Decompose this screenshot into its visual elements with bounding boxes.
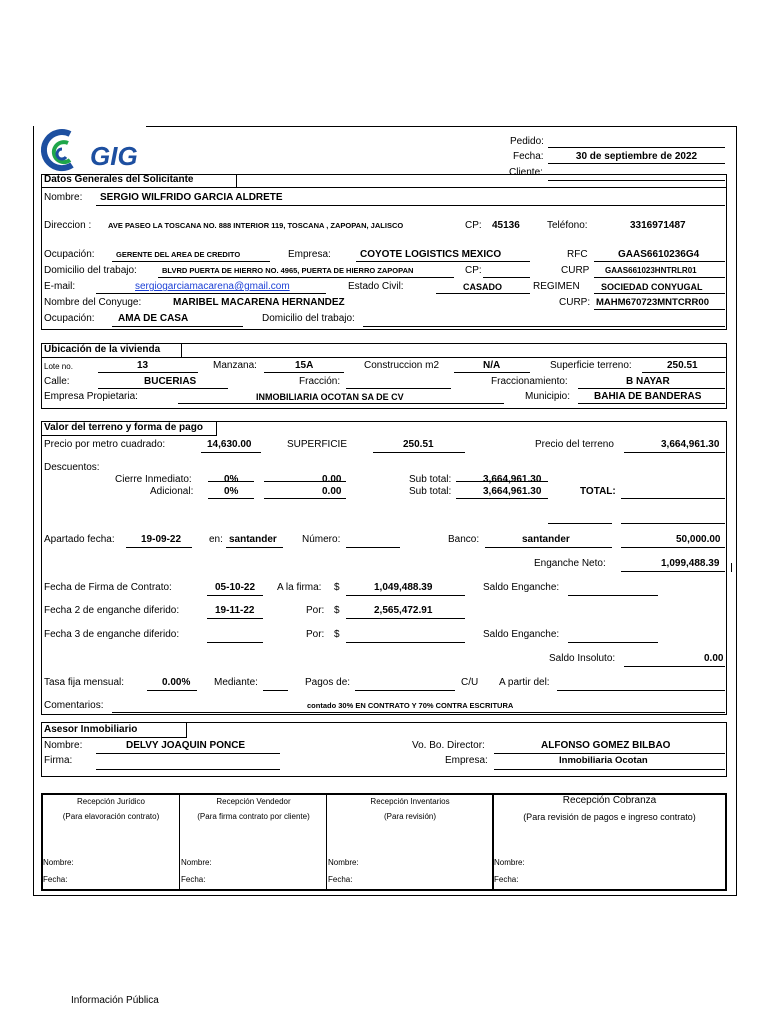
fracc-label: Fraccionamiento: xyxy=(491,376,568,387)
firma-contrato-line xyxy=(207,595,263,596)
cu-label: C/U xyxy=(461,677,479,688)
domicilio-label: Domicilio del trabajo: xyxy=(44,265,137,276)
apartado-label: Apartado fecha: xyxy=(44,534,115,545)
margin-mark xyxy=(731,563,732,572)
apartir-line xyxy=(557,690,725,691)
construccion-label: Construccion m2 xyxy=(364,360,440,371)
rule xyxy=(41,187,727,188)
fecha2-label: Fecha 2 de enganche diferido: xyxy=(44,605,180,616)
curp-value: GAAS661023HNTRLR01 xyxy=(605,266,697,275)
superficie-pago-label: SUPERFICIE xyxy=(287,439,348,450)
por2-line xyxy=(346,618,465,619)
empresa-line xyxy=(356,261,530,262)
apartado-value: 19-09-22 xyxy=(141,534,182,545)
domicilio-line xyxy=(158,277,454,278)
municipio-label: Municipio: xyxy=(525,391,571,402)
rfc-value: GAAS6610236G4 xyxy=(618,249,700,260)
recepcion-vendedor-sub: (Para firma contrato por cliente) xyxy=(197,812,310,821)
fecha3-line xyxy=(207,642,263,643)
domicilio-value: BLVRD PUERTA DE HIERRO NO. 4965, PUERTA DE HIERRO ZAPOPAN xyxy=(162,266,414,275)
ocupacion-value: GERENTE DEL AREA DE CREDITO xyxy=(116,250,241,259)
total-label: TOTAL: xyxy=(580,486,616,497)
regimen-line xyxy=(594,293,725,294)
asesor-empresa-label: Empresa: xyxy=(445,755,488,766)
superficie-value: 250.51 xyxy=(667,360,698,371)
adicional-val-line xyxy=(264,498,346,499)
subtotal2-value: 3,664,961.30 xyxy=(483,486,542,497)
asesor-nombre-line xyxy=(96,753,280,754)
tasa-line xyxy=(147,690,197,691)
telefono-value: 3316971487 xyxy=(630,220,686,231)
empresa-label: Empresa: xyxy=(288,249,331,260)
rule xyxy=(186,722,187,737)
subtotal1-value: 3,664,961.30 xyxy=(483,474,542,485)
recepcion-juridico-fecha: Fecha: xyxy=(43,875,68,884)
cp2-line xyxy=(483,277,530,278)
recepcion-vendedor-nombre: Nombre: xyxy=(181,858,212,867)
pago-section xyxy=(41,421,727,715)
manzana-value: 15A xyxy=(295,360,314,371)
superficie-label: Superficie terreno: xyxy=(550,360,632,371)
por2-dollar: $ xyxy=(334,605,340,616)
lote-label: Lote no. xyxy=(44,362,73,371)
numero-line xyxy=(346,547,400,548)
frame-tick xyxy=(33,126,34,136)
numero-label: Número: xyxy=(302,534,341,545)
precio-terreno-line xyxy=(624,452,725,453)
fecha3-label: Fecha 3 de enganche diferido: xyxy=(44,629,180,640)
enganche-neto-label: Enganche Neto: xyxy=(534,558,606,569)
telefono-label: Teléfono: xyxy=(547,220,588,231)
manzana-label: Manzana: xyxy=(213,360,257,371)
asesor-nombre-value: DELVY JOAQUIN PONCE xyxy=(126,740,246,751)
recepcion-juridico-nombre: Nombre: xyxy=(43,858,74,867)
adicional-val: 0.00 xyxy=(322,486,342,497)
banco-label: Banco: xyxy=(448,534,480,545)
asesor-nombre-label: Nombre: xyxy=(44,740,83,751)
fracc-line xyxy=(578,388,725,389)
rule xyxy=(41,357,727,358)
manzana-line xyxy=(264,372,344,373)
adicional-pct: 0% xyxy=(224,486,239,497)
calle-line xyxy=(98,388,228,389)
ocupacion-label: Ocupación: xyxy=(44,249,95,260)
ocupacion2-value: AMA DE CASA xyxy=(118,313,189,324)
recepcion-juridico-title: Recepción Jurídico xyxy=(76,797,146,806)
nombre-label: Nombre: xyxy=(44,192,83,203)
direccion-label: Direccion : xyxy=(44,220,92,231)
adicional-label: Adicional: xyxy=(150,486,194,497)
recepcion-inventarios xyxy=(328,795,492,891)
rfc-label: RFC xyxy=(567,249,588,260)
recepcion-vendedor-title: Recepción Vendedor xyxy=(216,797,291,806)
en-value: santander xyxy=(229,534,277,545)
enganche-neto-value: 1,099,488.39 xyxy=(661,558,720,569)
construccion-value: N/A xyxy=(483,360,501,371)
vobo-line xyxy=(494,753,725,754)
saldo-enganche3-line xyxy=(568,642,658,643)
apartir-label: A partir del: xyxy=(499,677,550,688)
email-label: E-mail: xyxy=(44,281,76,292)
strike xyxy=(264,481,346,482)
mediante-line xyxy=(263,690,288,691)
descuentos-label: Descuentos: xyxy=(44,462,100,473)
cierre-label: Cierre Inmediato: xyxy=(115,474,192,485)
superficie-pago-value: 250.51 xyxy=(403,439,434,450)
curp2-value: MAHM670723MNTCRR00 xyxy=(596,297,709,308)
subtotal2-label: Sub total: xyxy=(409,486,452,497)
a-firma-label: A la firma: xyxy=(277,582,322,593)
fecha-value: 30 de septiembre de 2022 xyxy=(575,151,698,162)
mediante-label: Mediante: xyxy=(214,677,258,688)
construccion-line xyxy=(454,372,530,373)
rule xyxy=(41,435,217,436)
ocupacion-line xyxy=(112,261,270,262)
cp-label: CP: xyxy=(465,220,482,231)
vobo-value: ALFONSO GOMEZ BILBAO xyxy=(541,740,671,751)
pedido-label: Pedido: xyxy=(510,136,544,147)
strike xyxy=(456,481,548,482)
vobo-label: Vo. Bo. Director: xyxy=(412,740,485,751)
saldo-insoluto-value: 0.00 xyxy=(704,653,724,664)
saldo-enganche-line xyxy=(568,595,658,596)
municipio-line xyxy=(578,403,725,404)
email-line xyxy=(96,293,326,294)
fraccion-line xyxy=(346,388,451,389)
vivienda-title: Ubicación de la vivienda xyxy=(44,344,161,355)
asesor-title: Asesor Inmobiliario xyxy=(44,724,138,735)
asesor-firma-label: Firma: xyxy=(44,755,73,766)
calle-value: BUCERIAS xyxy=(144,376,197,387)
saldo-enganche-label: Saldo Enganche: xyxy=(483,582,560,593)
fecha2-value: 19-11-22 xyxy=(215,605,255,616)
logo-text: GIG xyxy=(90,141,138,171)
banco-line xyxy=(485,547,612,548)
comentarios-line xyxy=(112,712,725,713)
firma-contrato-value: 05-10-22 xyxy=(215,582,256,593)
lote-value: 13 xyxy=(137,360,149,371)
conyuge-value: MARIBEL MACARENA HERNANDEZ xyxy=(173,297,345,308)
superficie-line xyxy=(642,372,725,373)
en-line xyxy=(226,547,283,548)
pago-title: Valor del terreno y forma de pago xyxy=(44,422,203,433)
recepcion-juridico-sub: (Para elavoración contrato) xyxy=(62,812,160,821)
email-link[interactable]: sergiogarciamacarena@gmail.com xyxy=(135,281,290,292)
recepcion-inventarios-fecha: Fecha: xyxy=(328,875,353,884)
footer-label: Información Pública xyxy=(71,995,159,1006)
asesor-empresa-value: Inmobiliaria Ocotan xyxy=(559,755,648,766)
en-label: en: xyxy=(209,534,223,545)
recepcion-cobranza-title: Recepción Cobranza xyxy=(562,795,657,806)
subtotal1-label: Sub total: xyxy=(409,474,452,485)
cierre-pct: 0% xyxy=(224,474,239,485)
rule xyxy=(216,421,217,435)
curp2-label: CURP: xyxy=(559,297,591,308)
total-line-3 xyxy=(621,523,725,524)
recepcion-juridico xyxy=(43,795,179,891)
superficie-pago-line xyxy=(373,452,465,453)
ocupacion2-label: Ocupación: xyxy=(44,313,95,324)
recepcion-inventarios-sub: (Para revisión) xyxy=(383,812,436,821)
direccion-value: AVE PASEO LA TOSCANA NO. 888 INTERIOR 119, TOSCANA , ZAPOPAN, JALISCO xyxy=(108,221,404,230)
cp-value: 45136 xyxy=(492,220,520,231)
domicilio2-label: Domicilio del trabajo: xyxy=(262,313,355,324)
comentarios-label: Comentarios: xyxy=(44,700,104,711)
banco-monto-line xyxy=(621,547,725,548)
pagos-label: Pagos de: xyxy=(305,677,351,688)
curp-label: CURP xyxy=(561,265,590,276)
conyuge-label: Nombre del Conyuge: xyxy=(44,297,142,308)
por3-dollar: $ xyxy=(334,629,340,640)
fecha-label: Fecha: xyxy=(513,151,544,162)
estado-value: CASADO xyxy=(463,282,503,292)
banco-value: santander xyxy=(522,534,570,545)
tasa-label: Tasa fija mensual: xyxy=(44,677,125,688)
rule xyxy=(41,737,187,738)
total-line-2 xyxy=(548,523,612,524)
fecha2-line xyxy=(207,618,263,619)
precio-terreno-value: 3,664,961.30 xyxy=(661,439,720,450)
a-firma-dollar: $ xyxy=(334,582,340,593)
fracc-value: B NAYAR xyxy=(626,376,670,387)
pedido-line xyxy=(548,147,725,148)
empresa-value: COYOTE LOGISTICS MEXICO xyxy=(360,249,502,260)
cierre-val: 0.00 xyxy=(322,474,342,485)
por2-label: Por: xyxy=(306,605,325,616)
recepcion-vendedor xyxy=(181,795,326,891)
fraccion-label: Fracción: xyxy=(299,376,341,387)
saldo-insoluto-line xyxy=(624,666,725,667)
recepcion-cobranza xyxy=(494,795,725,891)
precio-terreno-label: Precio del terreno xyxy=(535,439,614,450)
por3-label: Por: xyxy=(306,629,325,640)
precio-m2-label: Precio por metro cuadrado: xyxy=(44,439,166,450)
pagos-line xyxy=(355,690,455,691)
regimen-value: SOCIEDAD CONYUGAL xyxy=(601,282,703,292)
rfc-line xyxy=(594,261,725,262)
nombre-value: SERGIO WILFRIDO GARCIA ALDRETE xyxy=(100,192,283,203)
asesor-firma-line xyxy=(96,769,280,770)
nombre-line xyxy=(96,205,725,206)
tasa-value: 0.00% xyxy=(162,677,191,688)
enganche-neto-line xyxy=(621,571,725,572)
lote-line xyxy=(98,372,198,373)
fecha-line xyxy=(548,163,725,164)
empresa-prop-value: INMOBILIARIA OCOTAN SA DE CV xyxy=(256,392,404,402)
regimen-label: REGIMEN xyxy=(533,281,580,292)
cp2-label: CP: xyxy=(465,265,482,276)
rule xyxy=(179,793,180,891)
calle-label: Calle: xyxy=(44,376,70,387)
curp2-line xyxy=(594,309,725,310)
ocupacion2-line xyxy=(112,326,243,327)
saldo-enganche3-label: Saldo Enganche: xyxy=(483,629,560,640)
apartado-line xyxy=(126,547,192,548)
saldo-insoluto-label: Saldo Insoluto: xyxy=(549,653,616,664)
estado-label: Estado Civil: xyxy=(348,281,404,292)
curp-line xyxy=(594,277,725,278)
asesor-empresa-line xyxy=(494,769,725,770)
empresa-prop-line xyxy=(178,403,504,404)
empresa-prop-label: Empresa Propietaria: xyxy=(44,391,138,402)
gig-logo xyxy=(40,127,150,172)
por2-value: 2,565,472.91 xyxy=(374,605,433,616)
precio-m2-line xyxy=(201,452,261,453)
domicilio2-line xyxy=(363,326,725,327)
solicitante-title: Datos Generales del Solicitante xyxy=(44,174,194,185)
recepcion-inventarios-nombre: Nombre: xyxy=(328,858,359,867)
estado-line xyxy=(436,293,530,294)
strike xyxy=(208,481,254,482)
recepcion-cobranza-nombre: Nombre: xyxy=(494,858,525,867)
rule xyxy=(326,793,327,891)
recepcion-cobranza-sub: (Para revisión de pagos e ingreso contrato) xyxy=(523,812,696,822)
a-firma-value: 1,049,488.39 xyxy=(374,582,433,593)
recepcion-vendedor-fecha: Fecha: xyxy=(181,875,206,884)
rule xyxy=(181,343,182,357)
total-line xyxy=(621,498,725,499)
adicional-line xyxy=(208,498,254,499)
por3-line xyxy=(346,642,465,643)
recepcion-inventarios-title: Recepción Inventarios xyxy=(370,797,450,806)
comentarios-value: contado 30% EN CONTRATO Y 70% CONTRA ESCRITURA xyxy=(307,701,514,710)
municipio-value: BAHIA DE BANDERAS xyxy=(594,391,702,402)
cliente-label: Cliente: xyxy=(509,167,543,178)
a-firma-line xyxy=(346,595,465,596)
banco-monto: 50,000.00 xyxy=(676,534,721,545)
subtotal2-line xyxy=(456,498,548,499)
recepcion-cobranza-fecha: Fecha: xyxy=(494,875,519,884)
precio-m2-value: 14,630.00 xyxy=(207,439,252,450)
firma-contrato-label: Fecha de Firma de Contrato: xyxy=(44,582,172,593)
